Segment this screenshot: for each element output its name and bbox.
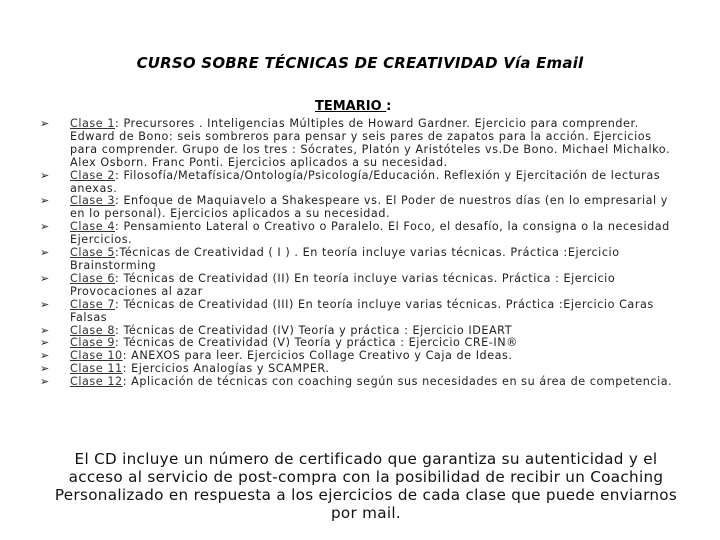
arrow-bullet-icon: ➢: [40, 220, 50, 234]
arrow-bullet-icon: ➢: [40, 297, 50, 311]
class-item-1: [0, 118, 720, 170]
temario-colon: :: [386, 99, 392, 114]
arrow-bullet-icon: ➢: [40, 168, 50, 182]
class-link-12[interactable]: Clase 12: [70, 375, 123, 389]
arrow-bullet-icon: ➢: [40, 246, 50, 260]
class-description-2: : Filosofía/Metafísica/Ontología/Psicología/Educación. Reflexión y Ejercitación de lecturas anexas.: [70, 168, 661, 195]
arrow-bullet-icon: ➢: [40, 323, 50, 337]
arrow-bullet-icon: ➢: [40, 117, 50, 130]
class-link-10[interactable]: Clase 10: [70, 349, 123, 363]
class-item-2: [0, 170, 720, 196]
arrow-bullet-icon: ➢: [40, 349, 50, 363]
class-description-3: : Enfoque de Maquiavelo a Shakespeare vs. El Poder de nuestros días (en lo empresarial y en lo personal). Ejercicios aplicados a su necesidad.: [70, 194, 668, 221]
arrow-bullet-icon: ➢: [40, 271, 50, 285]
class-description-6: : Técnicas de Creatividad (II) En teoría incluye varias técnicas. Práctica : Ejercicio Provocaciones al azar: [70, 271, 616, 298]
course-title: CURSO SOBRE TÉCNICAS DE CREATIVIDAD Vía Email: [136, 54, 584, 72]
class-description-10: : ANEXOS para leer. Ejercicios Collage Creativo y Caja de Ideas.: [122, 349, 513, 363]
class-link-1[interactable]: Clase 1: [70, 117, 116, 130]
class-description-9: : Técnicas de Creatividad (V) Teoría y práctica : Ejercicio CRE-IN®: [115, 336, 518, 350]
class-link-6[interactable]: Clase 6: [70, 271, 116, 285]
class-link-3[interactable]: Clase 3: [70, 194, 116, 208]
temario-heading: [315, 99, 391, 114]
class-description-1: : Precursores . Inteligencias Múltiples de Howard Gardner. Ejercicio para comprender. Edward de Bono: seis sombreros para pensar y seis pares de zapatos para la acción. Ejercicios para comprender. Grupo de los tres : Sócrates, Platón y Aristóteles vs.De Bono. Michael Michalko. Alex Osborn. Franc Ponti. Ejercicios aplicados a su necesidad.: [70, 117, 671, 169]
class-item-7: [0, 299, 720, 325]
class-item-5: [0, 247, 720, 273]
class-link-7[interactable]: Clase 7: [70, 297, 116, 311]
class-link-11[interactable]: Clase 11: [70, 362, 123, 376]
arrow-bullet-icon: ➢: [40, 362, 50, 376]
class-link-2[interactable]: Clase 2: [70, 168, 116, 182]
arrow-bullet-icon: ➢: [40, 375, 50, 389]
arrow-bullet-icon: ➢: [40, 194, 50, 208]
class-description-11: : Ejercicios Analogías y SCAMPER.: [122, 362, 330, 376]
class-link-5[interactable]: Clase 5: [70, 246, 116, 260]
class-description-12: : Aplicación de técnicas con coaching según sus necesidades en su área de competencia.: [122, 375, 673, 389]
class-link-9[interactable]: Clase 9: [70, 336, 116, 350]
class-link-4[interactable]: Clase 4: [70, 220, 116, 234]
class-item-3: [0, 195, 720, 221]
arrow-bullet-icon: ➢: [40, 336, 50, 350]
class-description-8: : Técnicas de Creatividad (IV) Teoría y práctica : Ejercicio IDEART: [115, 323, 513, 337]
temario-label: TEMARIO: [315, 99, 387, 114]
class-list: [0, 118, 720, 389]
class-item-6: [0, 273, 720, 299]
certificate-note: El CD incluye un número de certificado que garantiza su autenticidad y el acceso al servicio de post-compra con la posibilidad de recibir un Coaching Personalizado en respuesta a los ejercicios de cada clase que puede enviarnos por mail.: [54, 450, 678, 522]
class-item-12: [0, 376, 720, 389]
class-description-5: :Técnicas de Creatividad ( I ) . En teoría incluye varias técnicas. Práctica :Ejercicio Brainstorming: [70, 246, 620, 272]
class-link-8[interactable]: Clase 8: [70, 323, 116, 337]
class-description-4: : Pensamiento Lateral o Creativo o Paralelo. El Foco, el desafío, la consigna o la necesidad Ejercicios.: [70, 220, 670, 247]
class-description-7: : Técnicas de Creatividad (III) En teoría incluye varias técnicas. Práctica :Ejercicio Caras Falsas: [70, 297, 654, 324]
class-item-4: [0, 221, 720, 247]
